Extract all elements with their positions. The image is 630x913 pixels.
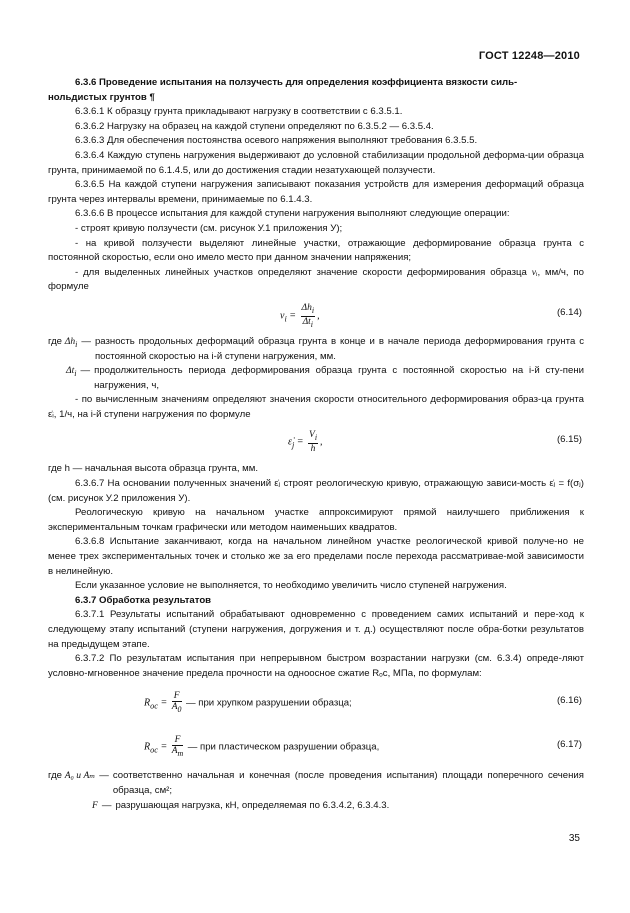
paragraph-6-3-6-4: 6.3.6.4 Каждую ступень нагружения выдерживают до условной стабилизации продольной деформа-ции образца грунта, принимаемой по 6.1.4.5, или до достижения стадии незатухающей ползучести. [48,149,584,176]
bullet-creep-curve: - строят кривую ползучести (см. рисунок У.1 приложения У); [75,222,343,234]
paragraph-6-3-6-8: 6.3.6.8 Испытание заканчивают, когда на начальном линейном участке реологической кривой получе-но не менее трех экспериментальных точек и столько же за его пределами после перехода рассматривае-мой зависимости в нелинейную. [48,536,584,577]
paragraph-6-3-7-2: 6.3.7.2 По результатам испытания при непрерывном быстром возрастании нагрузки (см. 6.3.4) опреде-ляют условно-мгновенное значение предела прочности на одноосное сжатие Rₒc, МПа, по формулам: [48,653,584,679]
bullet-relative-rate: - по вычисленным значениям определяют значения скорости относительного деформирования образ-ца грунта ε̇ᵢ, 1/ч, на i-й ступени нагружения по формуле [48,394,584,420]
bullet-deformation-rate: - для выделенных линейных участков определяют значение скорости деформирования образца vᵢ, мм/ч, по формуле [48,266,584,293]
definition-load: разрушающая нагрузка, кН, определяемая по 6.3.4.2, 6.3.4.3. [115,799,390,811]
formula-6-16: $R_{oc}$ = $\frac{F}{A_0}$ — при хрупком разрушении образца; (6.16) [144,691,582,715]
page-number: 35 [568,833,580,844]
definition-delta-t: продолжительность периода деформирования образца грунта с постоянной скоростью на i-й сту-пени нагружения, ч, [94,365,584,391]
formula-number: (6.16) [556,695,582,707]
paragraph-6-3-6-5: 6.3.6.5 На каждой ступени нагружения записывают показания устройств для измерения деформаций образца грунта через интервалы времени, принимаемые по 6.1.4.3. [48,179,584,205]
formula-6-17: $R_{oc}$ = $\frac{F}{A_m}$ — при пластическом разрушении образца, (6.17) [144,735,582,759]
page-content [48,76,584,813]
standard-header: ГОСТ 12248—2010 [478,50,580,62]
formula-6-14-definitions: где $\Delta h_i$ — разность продольных деформаций образца грунта в конце и в начале периода деформирования грунта с постоянной скоростью на i-й ступени нагружения, мм. $\Delta t_i$ — продолжительность периода деформирования образца грунта с постоянной скоростью на i-й сту-пени нагружения, ч, [48,335,584,393]
formula-6-17-definitions: где A₀ и Aₘ — соответственно начальная и конечная (после проведения испытания) площади поперечного сечения образца, см²; F — разрушающая нагрузка, кН, определяемая по 6.3.4.2, 6.3.4.3. [48,769,584,813]
paragraph-6-3-6-1: 6.3.6.1 К образцу грунта прикладывают нагрузку в соответствии с 6.3.5.1. [75,106,403,118]
definition-h: где h — начальная высота образца грунта, мм. [48,463,259,475]
paragraph-6-3-6-2: 6.3.6.2 Нагрузку на образец на каждой ступени определяют по 6.3.5.2 — 6.3.5.4. [75,120,434,132]
section-6-3-6-title-cont: нольдистых грунтов ¶ [48,91,155,103]
formula-number: (6.14) [556,306,582,318]
section-6-3-7-title: 6.3.7 Обработка результатов [75,594,212,606]
definition-delta-h: разность продольных деформаций образца грунта в конце и в начале периода деформирования грунта с постоянной скоростью на i-й ступени нагружения, мм. [94,335,584,362]
paragraph-rheological-approx: Реологическую кривую на начальном участке аппроксимируют прямой наилучшего приближения к экспериментальным точкам графически или методом наименьших квадратов. [48,507,584,533]
paragraph-6-3-6-7: 6.3.6.7 На основании полученных значений ε̇ⱼ строят реологическую кривую, отражающую зависи-мость ε̇ⱼ = f(σⱼ) (см. рисунок У.2 приложения У). [48,478,584,504]
formula-6-14: $v_i$ = $\frac{\Delta h_i}{\Delta t_i}$ , (6.14) [280,302,582,329]
formula-number: (6.17) [556,739,582,751]
paragraph-condition: Если указанное условие не выполняется, то необходимо увеличить число ступеней нагружения. [75,580,507,592]
section-6-3-6-title: 6.3.6 Проведение испытания на ползучесть для определения коэффициента вязкости силь- [75,77,518,88]
paragraph-6-3-7-1: 6.3.7.1 Результаты испытаний обрабатывают одновременно с проведением самих испытаний и пере-ход к следующему этапу испытаний (ступени нагружения, догружения и т. д.) осуществляют после обра-ботки результатов на предыдущем этапе. [48,609,584,650]
formula-number: (6.15) [556,434,582,446]
formula-6-15: $\varepsiloṅ_j$ = $\frac{V_i}{h}$ , (6.15) [288,430,582,455]
definition-areas: соответственно начальная и конечная (после проведения испытания) площади поперечного сечения образца, см²; [112,770,584,796]
paragraph-6-3-6-6: 6.3.6.6 В процессе испытания для каждой ступени нагружения выполняют следующие операции: [75,208,510,220]
paragraph-6-3-6-3: 6.3.6.3 Для обеспечения постоянства осевого напряжения выполняют требования 6.3.5.5. [75,135,478,147]
bullet-linear-sections: - на кривой ползучести выделяют линейные участки, отражающие деформирование образца грунта с постоянной скоростью, если оно имело место при данном значении напряжения; [48,237,584,264]
